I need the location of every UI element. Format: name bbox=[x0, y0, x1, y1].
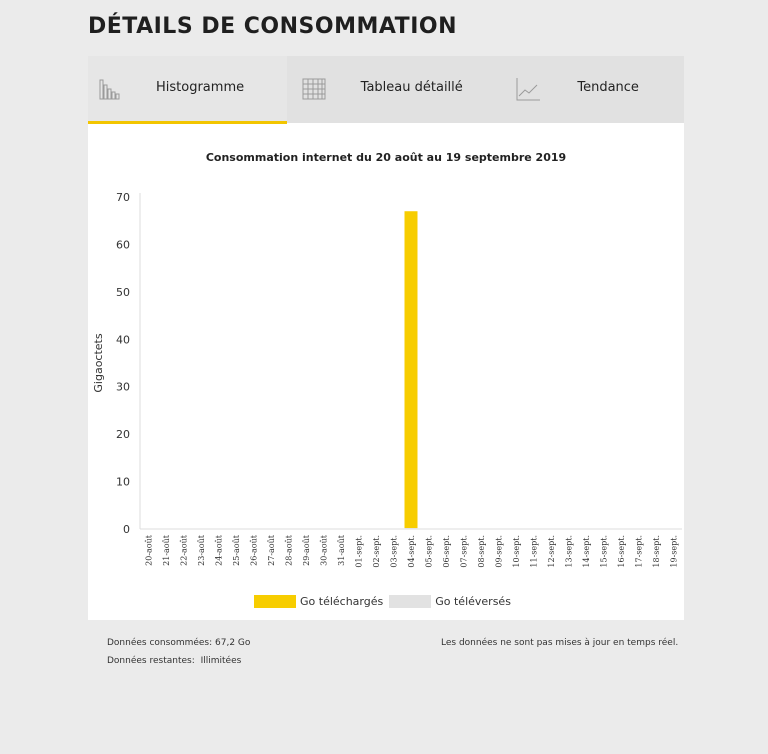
x-tick-label: 16-sept. bbox=[616, 535, 626, 568]
legend-uploaded-label: Go téléversés bbox=[435, 595, 511, 608]
legend-downloaded-swatch bbox=[254, 595, 296, 608]
y-axis-label: Gigaoctets bbox=[92, 333, 105, 393]
y-tick-label: 50 bbox=[116, 285, 130, 299]
realtime-note: Les données ne sont pas mises à jour en temps réel. bbox=[441, 638, 679, 648]
chart-title: Consommation internet du 20 août au 19 septembre 2019 bbox=[205, 151, 567, 164]
x-tick-label: 27-août bbox=[267, 535, 277, 566]
x-tick-label: 11-sept. bbox=[529, 535, 539, 568]
x-tick-label: 26-août bbox=[249, 535, 259, 566]
legend-uploaded-swatch bbox=[389, 595, 431, 608]
page-title: DÉTAILS DE CONSOMMATION bbox=[88, 14, 457, 39]
x-tick-label: 04-sept. bbox=[407, 535, 416, 568]
x-tick-label: 21-août bbox=[162, 535, 172, 566]
remaining-label: Données restantes: bbox=[107, 656, 195, 666]
consumption-bar-chart bbox=[88, 56, 684, 586]
x-tick-label: 12-sept. bbox=[546, 535, 556, 568]
bar-uploaded bbox=[405, 528, 418, 529]
y-tick-label: 20 bbox=[116, 428, 130, 442]
x-tick-label: 31-août bbox=[337, 535, 347, 566]
y-tick-label: 30 bbox=[116, 380, 130, 394]
remaining-data bbox=[107, 656, 241, 666]
x-tick-label: 09-sept. bbox=[494, 535, 504, 568]
x-tick-label: 19-sept. bbox=[669, 535, 679, 568]
remaining-value: Illimitées bbox=[200, 656, 242, 666]
x-tick-label: 29-août bbox=[302, 535, 312, 566]
x-tick-label: 20-août bbox=[144, 535, 154, 566]
y-tick-label: 70 bbox=[116, 191, 130, 204]
x-tick-label: 13-sept. bbox=[564, 535, 574, 568]
consumption-card bbox=[88, 56, 684, 620]
y-tick-label: 10 bbox=[116, 475, 130, 489]
x-tick-label: 05-sept. bbox=[424, 535, 434, 568]
y-tick-label: 60 bbox=[116, 238, 130, 252]
consumed-value: 67,2 Go bbox=[215, 638, 251, 648]
x-tick-label: 23-août bbox=[197, 535, 207, 566]
x-tick-label: 03-sept. bbox=[389, 535, 399, 568]
x-tick-label: 30-août bbox=[319, 535, 329, 566]
y-tick-label: 0 bbox=[123, 523, 130, 536]
x-tick-label: 22-août bbox=[179, 535, 189, 566]
x-tick-label: 24-août bbox=[214, 535, 224, 566]
x-tick-label: 18-sept. bbox=[651, 535, 661, 568]
x-tick-label: 28-août bbox=[284, 535, 294, 566]
x-tick-label: 25-août bbox=[232, 535, 242, 566]
legend-downloaded-label: Go téléchargés bbox=[300, 595, 384, 608]
tab-histogramme-label: Histogramme bbox=[156, 80, 245, 95]
tab-tendance-label: Tendance bbox=[577, 80, 639, 95]
x-tick-label: 10-sept. bbox=[511, 535, 521, 568]
x-tick-label: 02-sept. bbox=[372, 535, 382, 568]
y-tick-label: 40 bbox=[116, 333, 130, 347]
consumed-label: Données consommées: bbox=[107, 638, 213, 648]
consumed-data bbox=[107, 638, 250, 648]
x-tick-label: 01-sept. bbox=[354, 535, 364, 568]
x-tick-label: 15-sept. bbox=[599, 535, 609, 568]
chart-legend bbox=[254, 595, 517, 608]
x-tick-label: 17-sept. bbox=[634, 535, 644, 568]
x-tick-label: 06-sept. bbox=[441, 535, 451, 568]
legend-downloaded[interactable] bbox=[254, 595, 383, 608]
legend-uploaded[interactable] bbox=[389, 595, 511, 608]
x-tick-label: 07-sept. bbox=[459, 535, 469, 568]
tab-tableau-label: Tableau détaillé bbox=[360, 80, 463, 95]
x-tick-label: 14-sept. bbox=[581, 535, 591, 568]
x-tick-label: 08-sept. bbox=[476, 535, 486, 568]
bar-downloaded bbox=[405, 211, 418, 529]
